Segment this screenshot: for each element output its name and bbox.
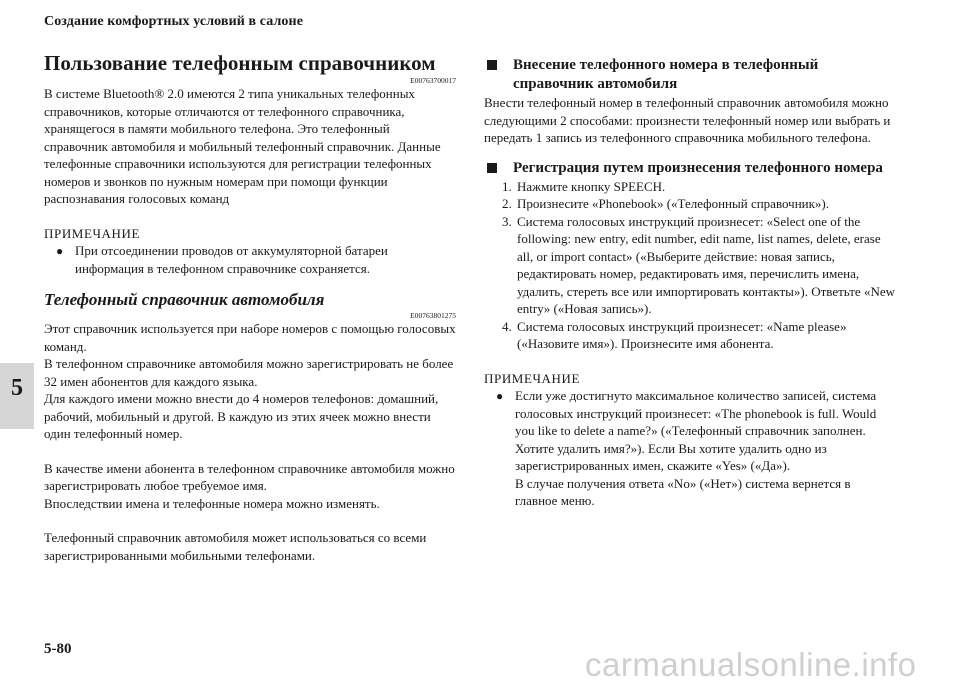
bullet-icon: ● xyxy=(56,244,64,258)
watermark: carmanualsonline.info xyxy=(585,646,917,683)
section-code: E00763700017 xyxy=(410,76,456,85)
chapter-number: 5 xyxy=(11,375,23,401)
paragraph: В качестве имени абонента в телефонном справочнике автомобиля можно зарегистрировать любое требуемое имя. xyxy=(44,460,455,493)
note-label: ПРИМЕЧАНИЕ xyxy=(44,225,141,241)
step-item: 2. Произнесите «Phonebook» («Телефонный справочник»). xyxy=(502,196,830,211)
subsection-code: E00763801275 xyxy=(410,311,456,320)
note-item xyxy=(44,242,456,277)
paragraph: Впоследствии имена и телефонные номера можно изменять. xyxy=(44,495,380,511)
note-text: Если уже достигнуто максимальное количество записей, система голосовых инструкций произнесет: «The phonebook is full. Would you like to delete a name?» («Телефонный справочник заполнен. Хотите удалить имя?»). Если Вы хотите удалить одно из зарегистрированных имен, скажите «Yes» («Да»). xyxy=(515,388,877,473)
page-number: 5-80 xyxy=(44,641,72,657)
paragraph: Для каждого имени можно внести до 4 номеров телефонов: домашний, рабочий, мобильный и другой. В каждую из этих ячеек можно внести один телефонный номер. xyxy=(44,391,439,441)
running-header: Создание комфортных условий в салоне xyxy=(44,14,304,29)
heading-add-number: Внесение телефонного номера в телефонный справочник автомобиля xyxy=(484,56,896,94)
step-item: 3. Система голосовых инструкций произнесет: «Select one of the following: new entry, edit number, edit name, list names, delete, erase all, or import contact» («Выберите действие: новая запись, редактировать номер, редактировать имя, перечислить имена, удалить, стереть все или импортировать контакты»). Ответьте «New entry» («Новая запись»). xyxy=(502,213,895,316)
right-column xyxy=(484,56,896,510)
section-title: Пользование телефонным справочником xyxy=(44,51,436,75)
note-item xyxy=(484,387,896,475)
left-column xyxy=(44,50,456,564)
note-continuation: В случае получения ответа «No» («Нет») система вернется в главное меню. xyxy=(515,475,851,508)
paragraph: Этот справочник используется при наборе номеров с помощью голосовых команд. xyxy=(44,321,456,354)
note-label: ПРИМЕЧАНИЕ xyxy=(484,370,581,386)
paragraph: Телефонный справочник автомобиля может использоваться со всеми зарегистрированными мобильными телефонами. xyxy=(44,530,427,563)
bullet-icon: ● xyxy=(496,389,504,403)
intro-paragraph: В системе Bluetooth® 2.0 имеются 2 типа уникальных телефонных справочников, которые отличаются от телефонного справочника, хранящегося в памяти мобильного телефона. Это телефонный справочник автомобиля и мобильный телефонный справочник. Данные телефонные справочники используются для регистрации телефонных номеров и звонков по нужным номерам при помощи функции распознавания голосовых команд xyxy=(44,86,441,206)
subsection-title: Телефонный справочник автомобиля xyxy=(44,290,325,309)
step-item: 4. Система голосовых инструкций произнесет: «Name please» («Назовите имя»). Произнесите имя абонента. xyxy=(502,318,847,351)
square-bullet-icon xyxy=(487,60,497,70)
paragraph: В телефонном справочнике автомобиля можно зарегистрировать не более 32 имен абонентов для каждого языка. xyxy=(44,356,454,389)
note-text: При отсоединении проводов от аккумуляторной батареи информация в телефонном справочнике сохраняется. xyxy=(75,243,388,276)
paragraph: Внести телефонный номер в телефонный справочник автомобиля можно следующими 2 способами: произнести телефонный номер или выбрать и передать 1 запись из телефонного справочника мобильного телефона. xyxy=(484,95,891,145)
step-item: 1. Нажмите кнопку SPEECH. xyxy=(502,178,666,194)
heading-voice-registration: Регистрация путем произнесения телефонного номера xyxy=(484,159,896,178)
square-bullet-icon xyxy=(487,163,497,173)
